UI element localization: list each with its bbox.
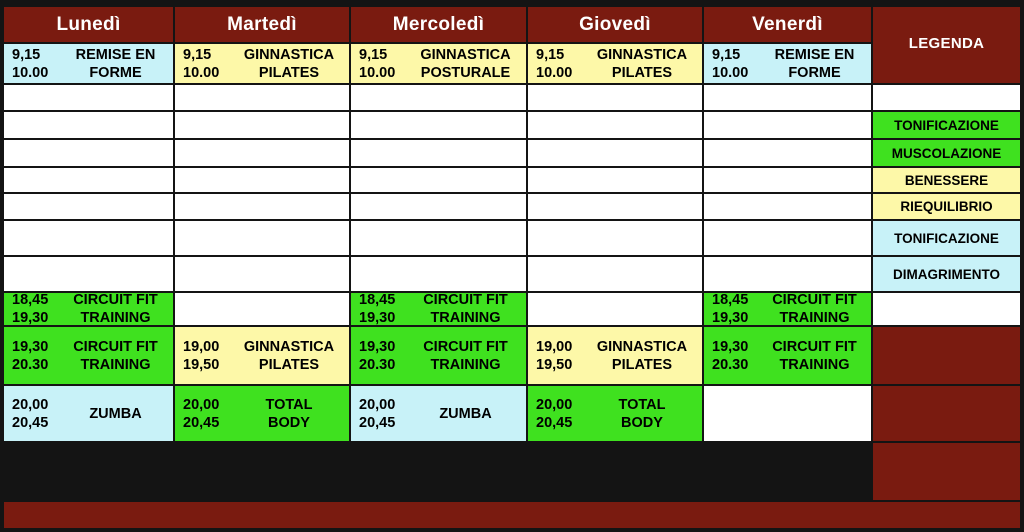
- class-name: GINNASTICA PILATES: [243, 338, 335, 373]
- class-slot: [704, 44, 871, 83]
- day-header: [704, 7, 871, 42]
- class-slot: [704, 327, 871, 384]
- class-slot: [4, 44, 173, 83]
- empty-slot: [4, 221, 173, 255]
- legend-item: [873, 194, 1020, 219]
- empty-slot: [4, 257, 173, 291]
- legend-item-label: TONIFICAZIONE: [894, 230, 999, 246]
- class-name: CIRCUIT FIT TRAINING: [73, 338, 158, 373]
- class-slot: [351, 293, 526, 325]
- empty-slot: [4, 168, 173, 192]
- class-time: 19,30 20.30: [359, 338, 396, 373]
- class-name: GINNASTICA PILATES: [596, 338, 688, 373]
- class-name: ZUMBA: [439, 405, 492, 422]
- class-name: CIRCUIT FIT TRAINING: [772, 293, 857, 325]
- class-time: 20,00 20,45: [12, 396, 49, 431]
- legend-item: [873, 112, 1020, 138]
- empty-slot: [528, 221, 702, 255]
- empty-slot: [351, 85, 526, 110]
- legend-item-label: BENESSERE: [904, 172, 989, 188]
- class-name: REMISE EN FORME: [75, 46, 156, 81]
- class-slot: [528, 386, 702, 441]
- class-name: ZUMBA: [89, 405, 142, 422]
- class-slot: [351, 386, 526, 441]
- empty-slot: [4, 140, 173, 166]
- class-slot: [4, 327, 173, 384]
- class-time: 9,15 10.00: [183, 46, 220, 81]
- class-slot: [351, 44, 526, 83]
- empty-slot: [351, 140, 526, 166]
- empty-slot: [528, 293, 702, 325]
- day-label: Venerdì: [752, 13, 823, 35]
- class-name: GINNASTICA PILATES: [596, 46, 688, 81]
- class-slot: [528, 44, 702, 83]
- empty-slot: [4, 85, 173, 110]
- class-name: GINNASTICA POSTURALE: [420, 46, 511, 81]
- legend-title: [873, 7, 1020, 83]
- class-time: 19,00 19,50: [183, 338, 220, 373]
- class-slot: [4, 293, 173, 325]
- class-name: GINNASTICA PILATES: [243, 46, 335, 81]
- empty-slot: [704, 194, 871, 219]
- empty-slot: [4, 194, 173, 219]
- class-slot: [4, 386, 173, 441]
- empty-slot: [351, 194, 526, 219]
- day-header: [351, 7, 526, 42]
- class-time: 18,45 19,30: [12, 293, 49, 325]
- empty-slot: [704, 85, 871, 110]
- empty-slot: [528, 168, 702, 192]
- empty-slot: [351, 112, 526, 138]
- class-slot: [175, 386, 349, 441]
- legend-filler: [873, 327, 1020, 384]
- empty-slot: [704, 221, 871, 255]
- day-label: Lunedì: [56, 13, 121, 35]
- empty-slot: [351, 168, 526, 192]
- empty-slot: [175, 221, 349, 255]
- class-name: TOTAL BODY: [618, 396, 666, 431]
- footer-band: [4, 502, 1020, 528]
- empty-slot: [704, 386, 871, 441]
- class-time: 20,00 20,45: [359, 396, 396, 431]
- legend-item: [873, 168, 1020, 192]
- legend-filler: [873, 386, 1020, 441]
- day-header: [4, 7, 173, 42]
- class-slot: [528, 327, 702, 384]
- class-time: 19,00 19,50: [536, 338, 573, 373]
- empty-slot: [175, 194, 349, 219]
- empty-slot: [528, 194, 702, 219]
- empty-slot: [175, 257, 349, 291]
- empty-slot: [704, 257, 871, 291]
- class-slot: [175, 327, 349, 384]
- legend-item: [873, 257, 1020, 291]
- empty-slot: [528, 140, 702, 166]
- day-label: Giovedì: [579, 13, 651, 35]
- empty-slot: [175, 85, 349, 110]
- class-time: 9,15 10.00: [12, 46, 49, 81]
- class-name: CIRCUIT FIT TRAINING: [423, 338, 508, 373]
- legend-item-label: MUSCOLAZIONE: [891, 145, 1002, 161]
- class-time: 20,00 20,45: [536, 396, 573, 431]
- legend-item-label: TONIFICAZIONE: [894, 117, 999, 133]
- empty-slot: [175, 112, 349, 138]
- class-slot: [351, 327, 526, 384]
- class-slot: [704, 293, 871, 325]
- class-time: 9,15 10.00: [536, 46, 573, 81]
- class-time: 9,15 10.00: [712, 46, 749, 81]
- empty-slot: [351, 257, 526, 291]
- empty-slot: [528, 257, 702, 291]
- legend-item: [873, 140, 1020, 166]
- empty-slot: [704, 112, 871, 138]
- empty-slot: [175, 140, 349, 166]
- legend-item-label: RIEQUILIBRIO: [900, 199, 993, 214]
- legend-item-label: DIMAGRIMENTO: [893, 266, 1000, 282]
- empty-slot: [528, 112, 702, 138]
- class-time: 9,15 10.00: [359, 46, 396, 81]
- class-name: REMISE EN FORME: [774, 46, 855, 81]
- legend-title-text: LEGENDA: [908, 35, 985, 52]
- day-header: [175, 7, 349, 42]
- class-time: 19,30 20.30: [712, 338, 749, 373]
- class-time: 19,30 20.30: [12, 338, 49, 373]
- legend-filler: [873, 443, 1020, 500]
- class-time: 20,00 20,45: [183, 396, 220, 431]
- empty-slot: [4, 112, 173, 138]
- class-name: CIRCUIT FIT TRAINING: [73, 293, 158, 325]
- empty-slot: [175, 168, 349, 192]
- class-time: 18,45 19,30: [712, 293, 749, 325]
- empty-slot: [528, 85, 702, 110]
- empty-slot: [704, 140, 871, 166]
- day-label: Mercoledì: [392, 13, 485, 35]
- day-label: Martedì: [227, 13, 297, 35]
- day-header: [528, 7, 702, 42]
- legend-blank: [873, 85, 1020, 110]
- class-slot: [175, 44, 349, 83]
- legend-blank: [873, 293, 1020, 325]
- legend-item: [873, 221, 1020, 255]
- class-time: 18,45 19,30: [359, 293, 396, 325]
- empty-slot: [175, 293, 349, 325]
- empty-slot: [351, 221, 526, 255]
- class-name: CIRCUIT FIT TRAINING: [423, 293, 508, 325]
- class-name: TOTAL BODY: [265, 396, 313, 431]
- empty-slot: [704, 168, 871, 192]
- class-name: CIRCUIT FIT TRAINING: [772, 338, 857, 373]
